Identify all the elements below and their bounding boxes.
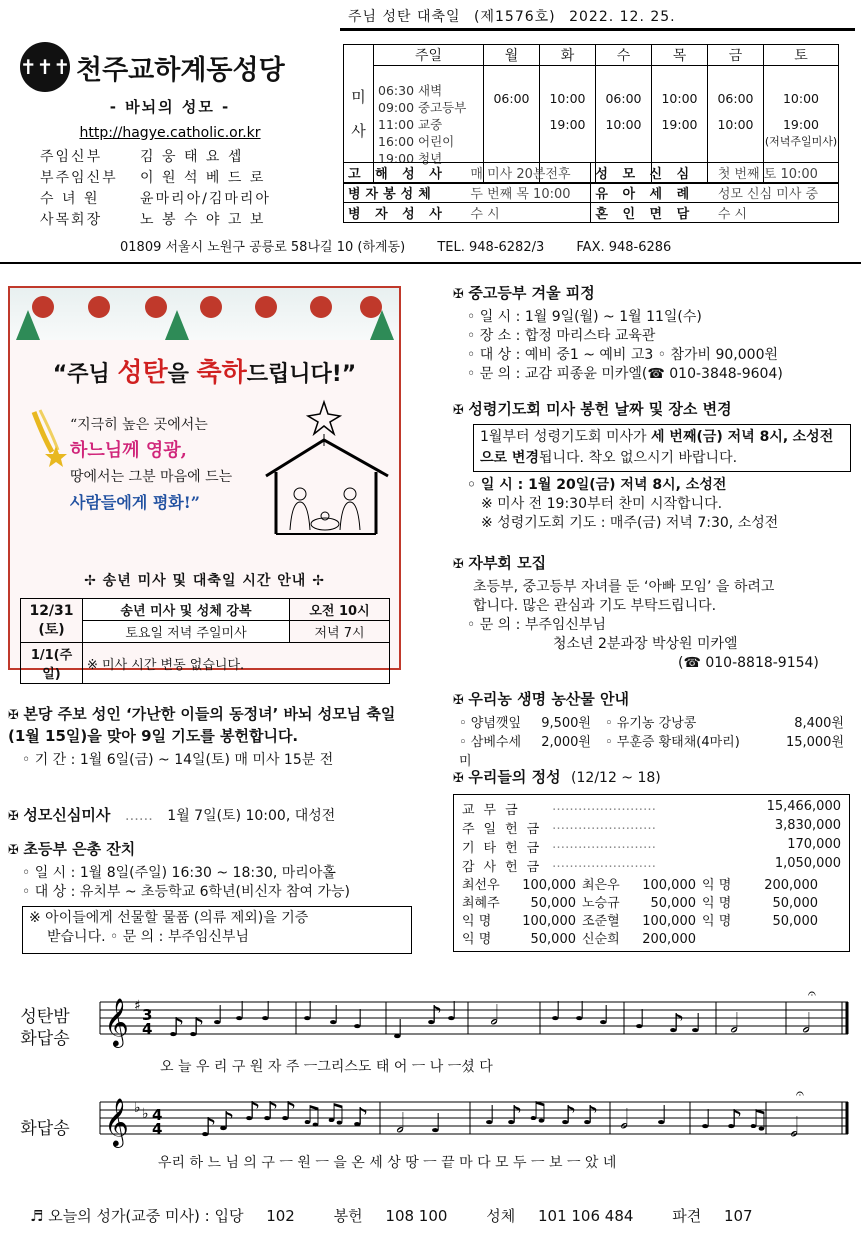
svg-text:♪: ♪ bbox=[188, 1013, 205, 1043]
svg-text:♩: ♩ bbox=[700, 1105, 713, 1135]
svg-text:♪: ♪ bbox=[582, 1101, 599, 1131]
issue-number: (제1576호) bbox=[474, 9, 556, 25]
marian-time: 1월 7일(토) 10:00, 대성전 bbox=[167, 808, 336, 824]
svg-text:♩: ♩ bbox=[328, 1001, 341, 1031]
svg-text:♩: ♩ bbox=[484, 1101, 497, 1131]
hymn-communion: 101 106 484 bbox=[537, 1207, 634, 1225]
staff-row: 수 녀 원 윤마리아/김마리아 bbox=[40, 191, 271, 207]
spirit-prayer-section: ✠ 성령기도회 미사 봉헌 날짜 및 장소 변경 1월부터 성령기도회 미사가 세 번째(금) 저녁 8시, 소성전으로 변경됩니다. 착오 없으시기 바랍니다. ◦ 일 시 : 1월 20일(금) 저녁 8시, 소성전 ※ 미사 전 19:30부터 찬미 시작합니다. ※ 성령기도회 기도 : 매주(금) 저녁 7:30, 소성전 bbox=[453, 400, 853, 533]
fax: FAX. 948-6286 bbox=[576, 240, 672, 255]
svg-text:𝅗𝅥: 𝅗𝅥 bbox=[802, 1009, 811, 1039]
parish-url-link[interactable]: http://hagye.catholic.or.kr bbox=[79, 125, 261, 141]
svg-text:♪: ♪ bbox=[726, 1105, 743, 1135]
svg-text:♩: ♩ bbox=[690, 1009, 703, 1039]
donor-name: 익 명 bbox=[462, 914, 492, 929]
lyrics-line-1: 오 늘 우 리 구 원 자 주 ㅡ그리스도 태 어 ㅡ 나 ㅡ셨 다 bbox=[160, 1059, 493, 1075]
issue-header bbox=[340, 6, 855, 31]
svg-text:♪: ♪ bbox=[200, 1113, 217, 1143]
hymn-label: ♬ 오늘의 성가(교중 미사) : 입당 bbox=[30, 1207, 244, 1225]
donor-name: 익 명 bbox=[702, 896, 732, 911]
donor-name: 노승규 bbox=[582, 896, 620, 911]
svg-text:♪: ♪ bbox=[218, 1107, 235, 1137]
svg-text:𝄐: 𝄐 bbox=[808, 986, 816, 1002]
svg-text:♩: ♩ bbox=[352, 1005, 365, 1035]
farm-title: ✠ 우리농 생명 농산물 안내 bbox=[453, 690, 853, 710]
staff-row: 사목회장 노 봉 수 야 고 보 bbox=[40, 212, 266, 228]
novena-period: ◦ 기 간 : 1월 6일(금) ~ 14일(토) 매 미사 15분 전 bbox=[22, 752, 334, 768]
offering-section-title: ✠ 우리들의 정성 (12/12 ~ 18) bbox=[453, 768, 853, 788]
psalm-score bbox=[10, 980, 850, 1171]
svg-text:4: 4 bbox=[152, 1106, 163, 1124]
list-item: 감사헌금 …………………… 1,050,000 bbox=[462, 856, 841, 875]
svg-text:3: 3 bbox=[142, 1006, 153, 1024]
hymn-offer: 108 100 bbox=[385, 1207, 448, 1225]
svg-text:♭: ♭ bbox=[134, 1100, 141, 1116]
hymn-line bbox=[30, 1205, 753, 1226]
issue-date: 2022. 12. 25. bbox=[569, 9, 676, 25]
wednesday-times: 06:00 10:00 bbox=[596, 66, 652, 184]
svg-text:𝄞: 𝄞 bbox=[104, 997, 129, 1046]
donor-amount: 100,000 bbox=[642, 914, 696, 929]
donor-name: 신순희 bbox=[582, 932, 620, 947]
saturday-times: 10:00 19:00 (저녁주일미사) bbox=[764, 66, 839, 184]
year-end-mass-table bbox=[20, 598, 390, 684]
svg-text:♫: ♫ bbox=[526, 1097, 550, 1127]
list-item: 기타헌금 …………………… 170,000 bbox=[462, 837, 841, 856]
svg-text:♪: ♪ bbox=[352, 1103, 369, 1133]
nativity-icon bbox=[262, 398, 392, 538]
svg-text:𝅗𝅥: 𝅗𝅥 bbox=[790, 1113, 799, 1143]
table-row: 토요일 저녁 주일미사 저녁 7시 bbox=[21, 621, 390, 643]
svg-text:♩: ♩ bbox=[260, 997, 273, 1027]
monday-times: 06:00 bbox=[484, 66, 540, 184]
svg-text:𝄞: 𝄞 bbox=[104, 1097, 129, 1146]
svg-text:♪: ♪ bbox=[668, 1009, 685, 1039]
donor-amount bbox=[754, 931, 824, 949]
donor-amount: 50,000 bbox=[650, 896, 696, 911]
cross-logo-icon: ✝✝✝ bbox=[20, 42, 70, 92]
donor-name: 익 명 bbox=[702, 914, 732, 929]
fathers-title: ✠ 자부회 모집 bbox=[453, 554, 853, 574]
tuesday-times: 10:00 19:00 bbox=[540, 66, 596, 184]
issue-title: 주님 성탄 대축일 bbox=[348, 9, 461, 25]
donor-amount: 100,000 bbox=[642, 878, 696, 893]
ornament-icon bbox=[200, 296, 222, 318]
parish-patron: - 바뇌의 성모 - bbox=[109, 98, 231, 116]
ornament-banner bbox=[10, 288, 399, 340]
donor-name: 최혜주 bbox=[462, 896, 500, 911]
ornament-icon bbox=[310, 296, 332, 318]
scripture-poem: “지극히 높은 곳에서는 하느님께 영광, 땅에서는 그분 마음에 드는 사람들에게 평화!” bbox=[70, 417, 233, 512]
donor-name: 최선우 bbox=[462, 878, 500, 893]
table-row: 12/31 (토) 송년 미사 및 성체 강복 오전 10시 bbox=[21, 599, 390, 621]
svg-text:𝅗𝅥: 𝅗𝅥 bbox=[490, 1001, 499, 1031]
donor-amount: 50,000 bbox=[530, 896, 576, 911]
fathers-group-section: ✠ 자부회 모집 초등부, 중고등부 자녀를 둔 ‘아빠 모임’ 을 하려고 합니다. 많은 관심과 기도 부탁드립니다. ◦ 문 의 : 부주임신부님 청소년 2분과장 박상원 미카엘 (☎ 010-8818-9154) bbox=[453, 554, 853, 673]
telephone: TEL. 948-6282/3 bbox=[437, 240, 545, 255]
svg-text:♫: ♫ bbox=[300, 1101, 324, 1131]
table-row: 1/1(주일) ※ 미사 시간 변동 없습니다. bbox=[21, 643, 390, 684]
score-label-1: 성탄밤 화답송 bbox=[20, 1007, 70, 1049]
mass-schedule-table: 미 사 주일 월 화 수 목 금 토 06:30 새벽 09:00 중고등부 11:00 교중 16:00 어린이 19:00 청년 06:00 10:00 19:00 06:00 10:00 10:00 19:00 06:00 10:00 10:00 19:00 (저녁주일미사) bbox=[343, 44, 839, 184]
winter-retreat-section: ✠ 중고등부 겨울 피정 ◦ 일 시 : 1월 9일(월) ~ 1월 11일(수) ◦ 장 소 : 합정 마리스타 교육관 ◦ 대 상 : 예비 중1 ~ 예비 고3 ◦ 참가비 90,000원 ◦ 문 의 : 교감 피종윤 미카엘(☎ 010-3848-9604) bbox=[453, 284, 853, 384]
table-row: 병자봉성체 두 번째 목 10:00 유 아 세 례 성모 신심 미사 중 bbox=[344, 183, 839, 203]
svg-text:4: 4 bbox=[152, 1120, 163, 1138]
christmas-greeting: “주님 성탄을 축하드립니다!” bbox=[52, 358, 357, 388]
svg-text:𝄐: 𝄐 bbox=[796, 1086, 804, 1102]
svg-text:♫: ♫ bbox=[324, 1099, 348, 1129]
list-item: 교무금 …………………… 15,466,000 bbox=[462, 799, 841, 818]
svg-text:𝅗𝅥: 𝅗𝅥 bbox=[730, 1009, 739, 1039]
donor-name bbox=[702, 931, 754, 949]
svg-text:♪: ♪ bbox=[244, 1097, 261, 1127]
svg-text:♩: ♩ bbox=[574, 997, 587, 1027]
staff-row: 주임신부 김 웅 태 요 셉 bbox=[40, 149, 244, 165]
staff-list bbox=[40, 146, 320, 230]
donor-amount: 50,000 bbox=[772, 896, 818, 911]
svg-text:♩: ♩ bbox=[212, 1001, 225, 1031]
score-label-2: 화답송 bbox=[20, 1119, 70, 1139]
lyrics-line-2: 우리 하 느 님 의 구 ㅡ 원 ㅡ 을 온 세 상 땅 ㅡ 끝 마 다 모 두 ㅡ 보 ㅡ 았 네 bbox=[158, 1155, 617, 1171]
address: 01809 서울시 노원구 공릉로 58나길 10 (하계동) bbox=[120, 240, 406, 255]
hymn-end-label: 파견 bbox=[672, 1207, 702, 1225]
parish-logo bbox=[20, 42, 320, 141]
svg-text:4: 4 bbox=[142, 1020, 153, 1038]
svg-text:♪: ♪ bbox=[280, 1097, 297, 1127]
svg-text:♩: ♩ bbox=[446, 997, 459, 1027]
hymn-offer-label: 봉헌 bbox=[333, 1207, 363, 1225]
marian-title: ✠ 성모신심미사 bbox=[8, 806, 110, 824]
divider bbox=[0, 262, 861, 264]
donor-amount: 200,000 bbox=[642, 932, 696, 947]
spirit-title: ✠ 성령기도회 미사 봉헌 날짜 및 장소 변경 bbox=[453, 400, 853, 420]
ornament-icon bbox=[255, 296, 277, 318]
svg-text:𝅗𝅥: 𝅗𝅥 bbox=[620, 1105, 629, 1135]
ornament-icon bbox=[145, 296, 167, 318]
donor-name: 익 명 bbox=[702, 878, 732, 893]
donor-amount: 100,000 bbox=[522, 914, 576, 929]
table-row: 고 해 성 사 매 미사 20분전후 성 모 신 심 첫 번째 토 10:00 bbox=[344, 163, 839, 183]
friday-times: 06:00 10:00 bbox=[708, 66, 764, 184]
svg-text:𝅗𝅥: 𝅗𝅥 bbox=[396, 1109, 405, 1139]
kids-event-section: ✠ 초등부 은총 잔치 ◦ 일 시 : 1월 8일(주일) 16:30 ~ 18:30, 마리아홀 ◦ 대 상 : 유치부 ~ 초등학교 6학년(비신자 참여 가능) ※ 아이들에게 선물할 물품 (의류 제외)을 기증 받습니다. ◦ 문 의 : 부주임신부님 bbox=[8, 840, 408, 954]
donor-amount: 200,000 bbox=[764, 878, 818, 893]
svg-text:♩: ♩ bbox=[656, 1101, 669, 1131]
hymn-communion-label: 성체 bbox=[486, 1207, 516, 1225]
thursday-times: 10:00 19:00 bbox=[652, 66, 708, 184]
donor-amount: 50,000 bbox=[530, 932, 576, 947]
svg-text:♭: ♭ bbox=[142, 1106, 149, 1122]
table-row: 병 자 성 사 수 시 혼 인 면 담 수 시 bbox=[344, 203, 839, 223]
sunday-times: 06:30 새벽 09:00 중고등부 11:00 교중 16:00 어린이 19:00 청년 bbox=[374, 66, 484, 184]
parish-name: 천주교하계동성당 bbox=[76, 54, 285, 86]
svg-text:♪: ♪ bbox=[560, 1101, 577, 1131]
donor-amount: 100,000 bbox=[522, 878, 576, 893]
hymn-entrance: 102 bbox=[266, 1207, 295, 1225]
address-line bbox=[120, 236, 671, 255]
staff-row: 부주임신부 이 원 석 베 드 로 bbox=[40, 170, 266, 186]
svg-text:♩: ♩ bbox=[234, 997, 247, 1027]
svg-text:♪: ♪ bbox=[426, 1001, 443, 1031]
svg-text:♩: ♩ bbox=[550, 997, 563, 1027]
svg-text:♪: ♪ bbox=[168, 1013, 185, 1043]
farm-products-section: ✠ 우리농 생명 농산물 안내 ◦ 양념깻잎 9,500원 ◦ 유기농 강낭콩 8,400원 ◦ 삼베수세미 2,000원 ◦ 무훈증 황태채(4마리) 15,000원 bbox=[453, 690, 853, 771]
svg-text:♪: ♪ bbox=[262, 1097, 279, 1127]
offering-box bbox=[453, 794, 850, 952]
mass-side-label: 미 사 bbox=[344, 45, 374, 184]
retreat-title: ✠ 중고등부 겨울 피정 bbox=[453, 284, 853, 304]
svg-text:♯: ♯ bbox=[134, 998, 141, 1014]
notice-title: ✢ 송년 미사 및 대축일 시간 안내 ✢ bbox=[84, 573, 325, 589]
donor-name: 익 명 bbox=[462, 932, 492, 947]
svg-text:♫: ♫ bbox=[746, 1105, 770, 1135]
donor-amount: 50,000 bbox=[772, 914, 818, 929]
sacrament-info-table bbox=[343, 162, 839, 223]
svg-text:♩: ♩ bbox=[430, 1109, 443, 1139]
ornament-icon bbox=[32, 296, 54, 318]
christmas-greeting-box bbox=[8, 286, 401, 682]
svg-text:♩: ♩ bbox=[392, 1015, 405, 1045]
shooting-star-icon bbox=[30, 408, 70, 468]
svg-text:♩: ♩ bbox=[302, 997, 315, 1027]
list-item: 주일헌금 …………………… 3,830,000 bbox=[462, 818, 841, 837]
kids-title: ✠ 초등부 은총 잔치 bbox=[8, 840, 408, 860]
donor-name: 최은우 bbox=[582, 878, 620, 893]
donor-name: 조준혈 bbox=[582, 914, 620, 929]
hymn-end: 107 bbox=[723, 1207, 753, 1225]
svg-text:♩: ♩ bbox=[634, 1005, 647, 1035]
novena-section bbox=[8, 704, 408, 770]
ornament-icon bbox=[88, 296, 110, 318]
marian-mass-section: ✠ 성모신심미사 …… 1월 7일(토) 10:00, 대성전 bbox=[8, 806, 408, 826]
novena-title: ✠ 본당 주보 성인 ‘가난한 이들의 동정녀’ 바뇌 성모님 축일(1월 15일)을 맞아 9일 기도를 봉헌합니다. bbox=[8, 704, 408, 747]
svg-text:♩: ♩ bbox=[598, 1001, 611, 1031]
donor-grid bbox=[462, 877, 841, 949]
svg-text:♪: ♪ bbox=[506, 1101, 523, 1131]
